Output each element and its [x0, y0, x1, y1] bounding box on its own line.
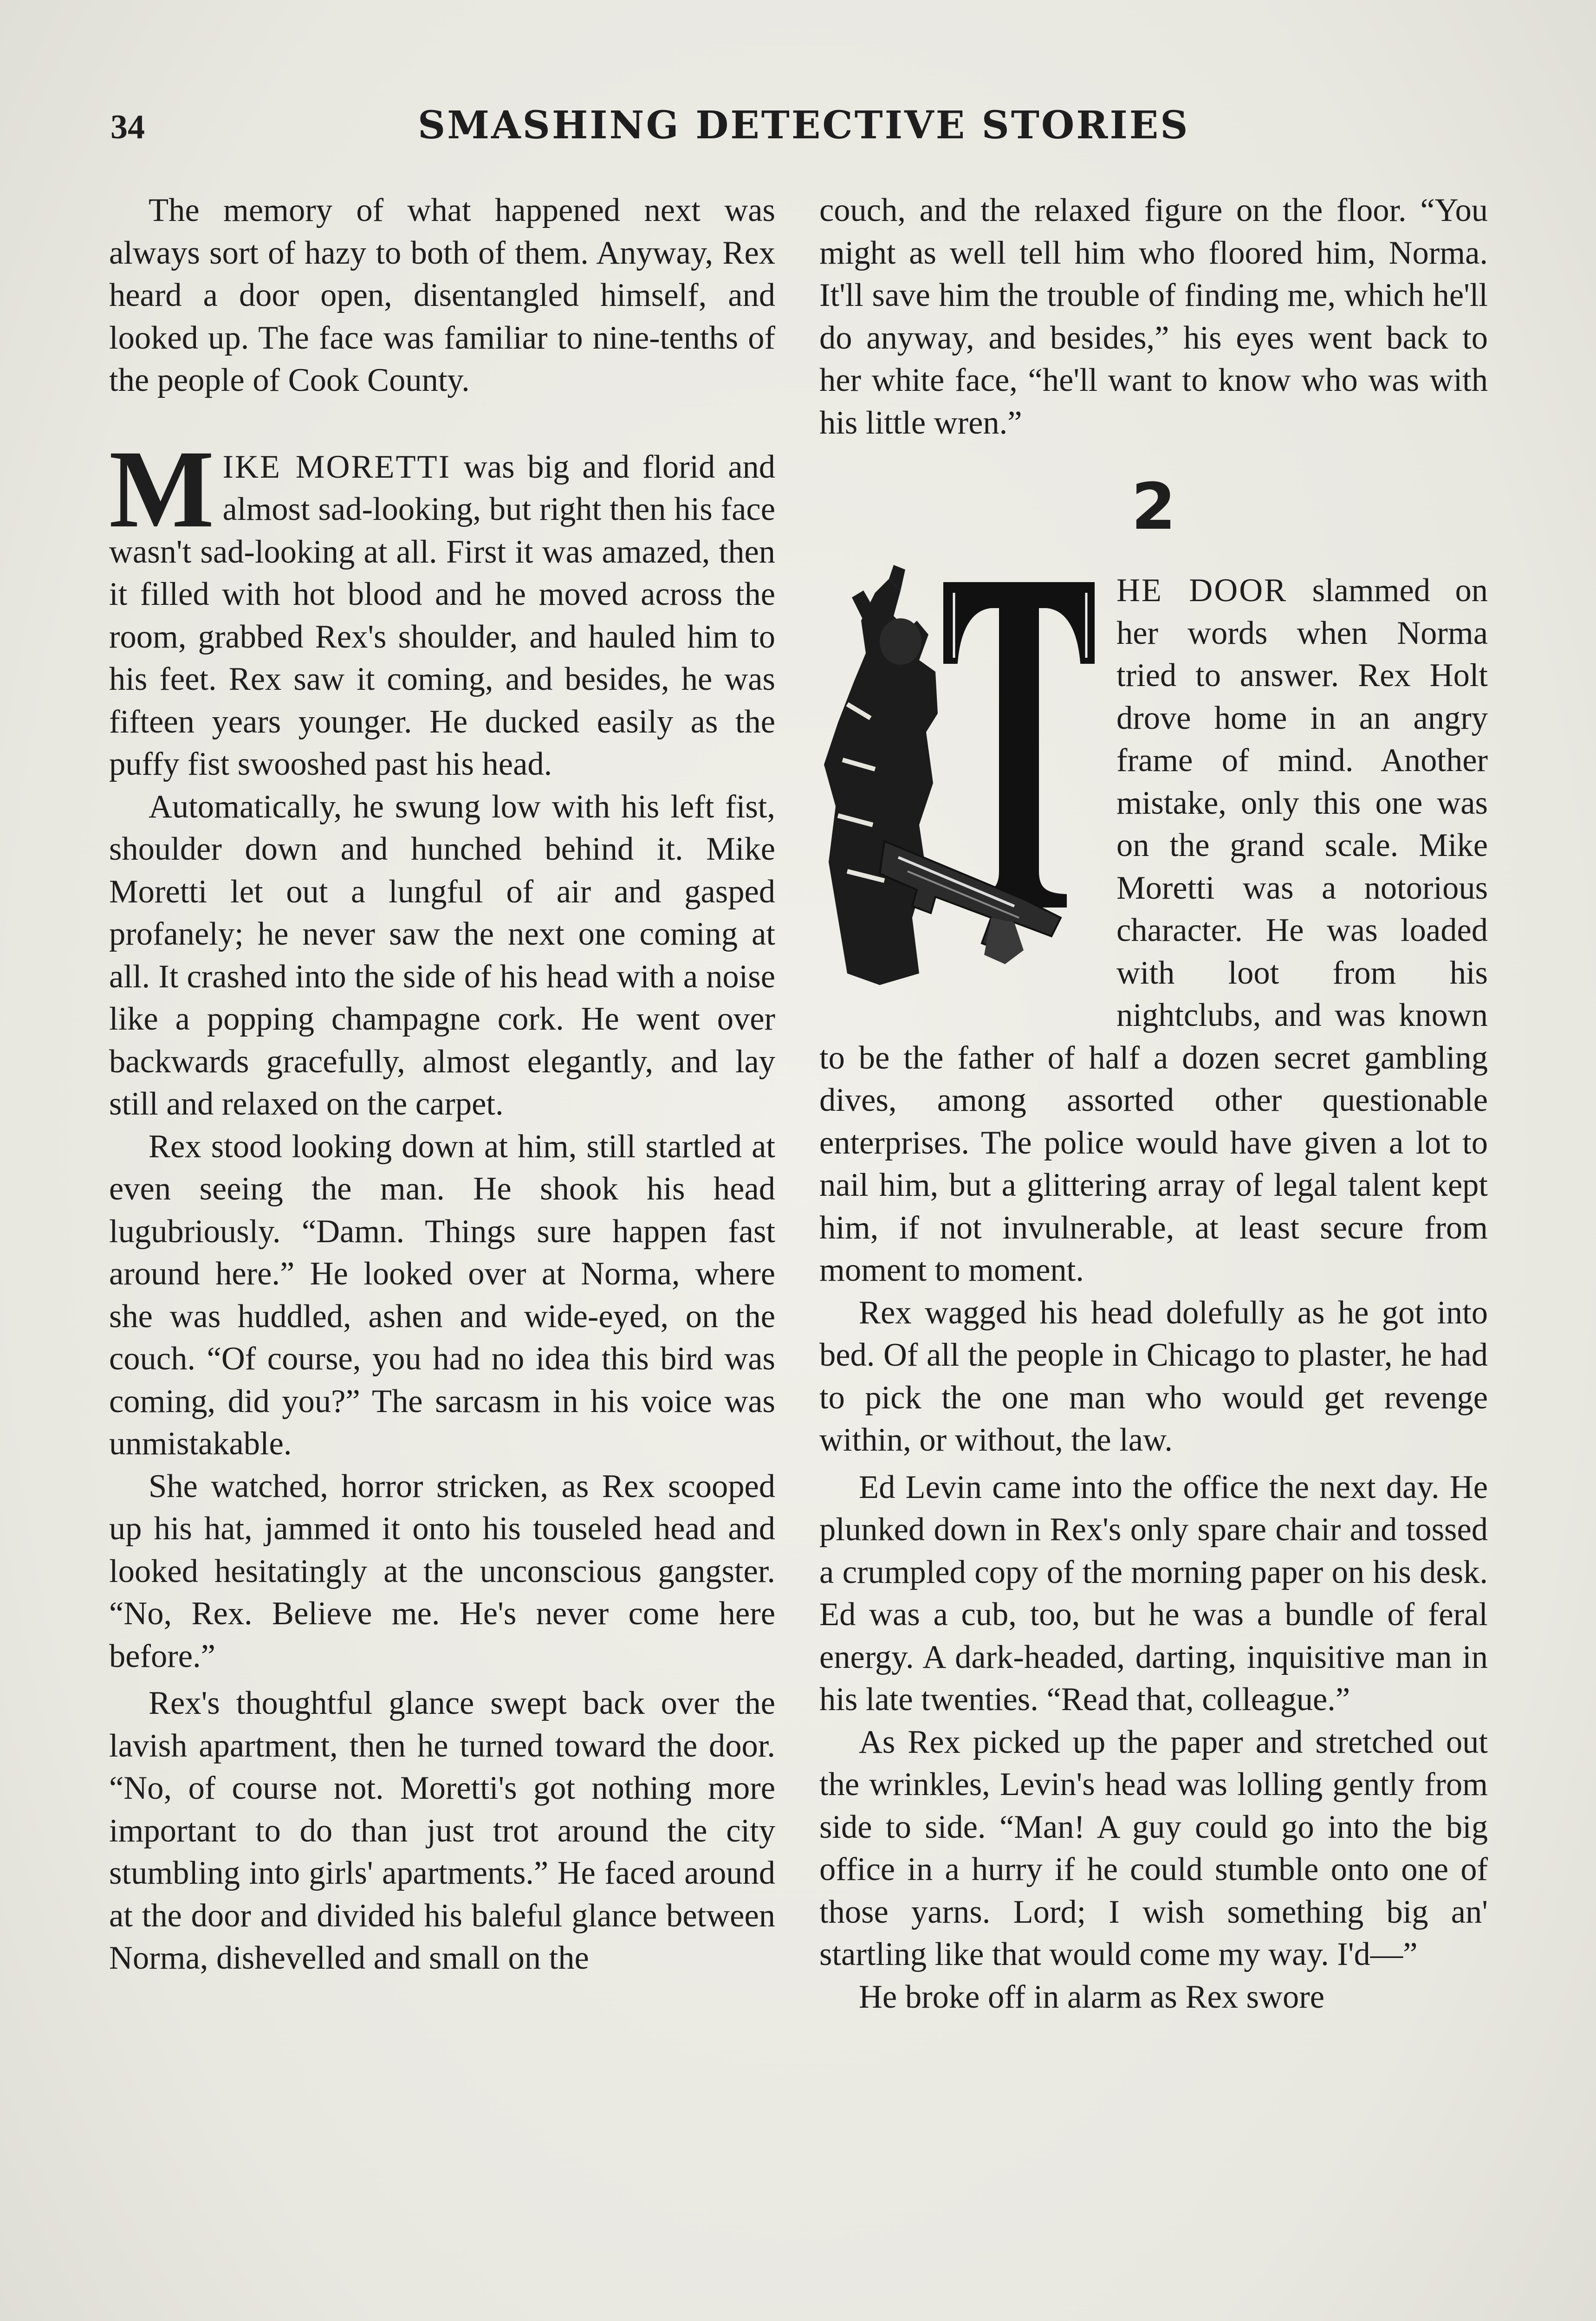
- paragraph: She watched, horror stricken, as Rex scooped up his hat, jammed it onto his touseled head and looked hesitatingly at the unconscious gangster. “No, Rex. Believe me. He's never come here before.”: [109, 1468, 775, 1674]
- paragraph-text: slammed on her words when Norma tried to answer. Rex Holt drove home in an angry frame of mind. Another mistake, only this one was on the grand scale. Mike Moretti was a notorious character. He was loaded with loot from his nightclubs, and was known to be the father of half a dozen secret gambling dives, among assorted other questionable enterprises. The police would have given a lot to nail him, but a glittering array of legal talent kept him, if not invulnerable, at least secure from moment to moment.: [819, 572, 1488, 1288]
- page-number: 34: [110, 108, 145, 146]
- paragraph: Ed Levin came into the office the next day. He plunked down in Rex's only spare chair and tossed a crumpled copy of the morning paper on his desk. Ed was a cub, too, but he was a bundle of feral energy. A dark-headed, darting, inquisitive man in his late twenties. “Read that, colleague.”: [819, 1469, 1488, 1718]
- chapter-number: 2: [1131, 469, 1176, 544]
- paragraph: Rex wagged his head dolefully as he got into bed. Of all the people in Chicago to plaster, he had to pick the one man who would get revenge within, or without, the law.: [819, 1294, 1488, 1458]
- paragraph: He broke off in alarm as Rex swore: [859, 1978, 1325, 2015]
- paragraph: The memory of what happened next was always sort of hazy to both of them. Anyway, Rex heard a door open, disentangled himself, and looked up. The face was familiar to nine-tenths of the people of Cook County.: [109, 192, 775, 398]
- opening-words: HE DOOR: [1116, 572, 1288, 609]
- left-column: [109, 189, 775, 1980]
- opening-words: IKE MORETTI: [222, 448, 451, 485]
- paragraph-illustrated-dropcap: [819, 570, 1488, 1292]
- paragraph-dropcap: [109, 427, 775, 786]
- paragraph: Automatically, he swung low with his left fist, shoulder down and hunched behind it. Mike Moretti let out a lungful of air and gasped profanely; he never saw the next one coming at all. It crashed into the side of his head with a noise like a popping champagne cork. He went over backwards gracefully, almost elegantly, and lay still and relaxed on the carpet.: [109, 788, 775, 1122]
- right-column: [819, 189, 1488, 2018]
- paragraph: couch, and the relaxed figure on the floor. “You might as well tell him who floored him, Norma. It'll save him the trouble of finding me, which he'll do anyway, and besides,” his eyes went back to her white face, “he'll want to know who was with his little wren.”: [819, 192, 1488, 441]
- paragraph: Rex stood looking down at him, still startled at even seeing the man. He shook his head lugubriously. “Damn. Things sure happen fast around here.” He looked over at Norma, where she was huddled, ashen and wide-eyed, on the couch. “Of course, you had no idea this bird was coming, did you?” The sarcasm in his voice was unmistakable.: [109, 1128, 775, 1462]
- gunman-dropcap-t-illustration: [819, 565, 1098, 999]
- drop-cap-letter: M: [109, 427, 214, 551]
- paragraph: Rex's thoughtful glance swept back over the lavish apartment, then he turned toward the door. “No, of course not. Moretti's got nothing more important to do than just trot around the city stumbling into girls' apartments.” He faced around at the door and divided his baleful glance between Norma, dishevelled and small on the: [109, 1685, 775, 1976]
- paragraph: As Rex picked up the paper and stretched out the wrinkles, Levin's head was lolling gently from side to side. “Man! A guy could go into the big office in a hurry if he could stumble onto one of those yarns. Lord; I wish something big an' startling like that would come my way. I'd—”: [819, 1724, 1488, 1972]
- running-head-title: SMASHING DETECTIVE STORIES: [418, 103, 1190, 148]
- paragraph-text: was big and florid and almost sad-looking, but right then his face wasn't sad-looking at all. First it was amazed, then it filled with hot blood and he moved across the room, grabbed Rex's shoulder, and hauled him to his feet. Rex saw it coming, and besides, he was fifteen years younger. He ducked easily as the puffy fist swooshed past his head.: [109, 448, 775, 782]
